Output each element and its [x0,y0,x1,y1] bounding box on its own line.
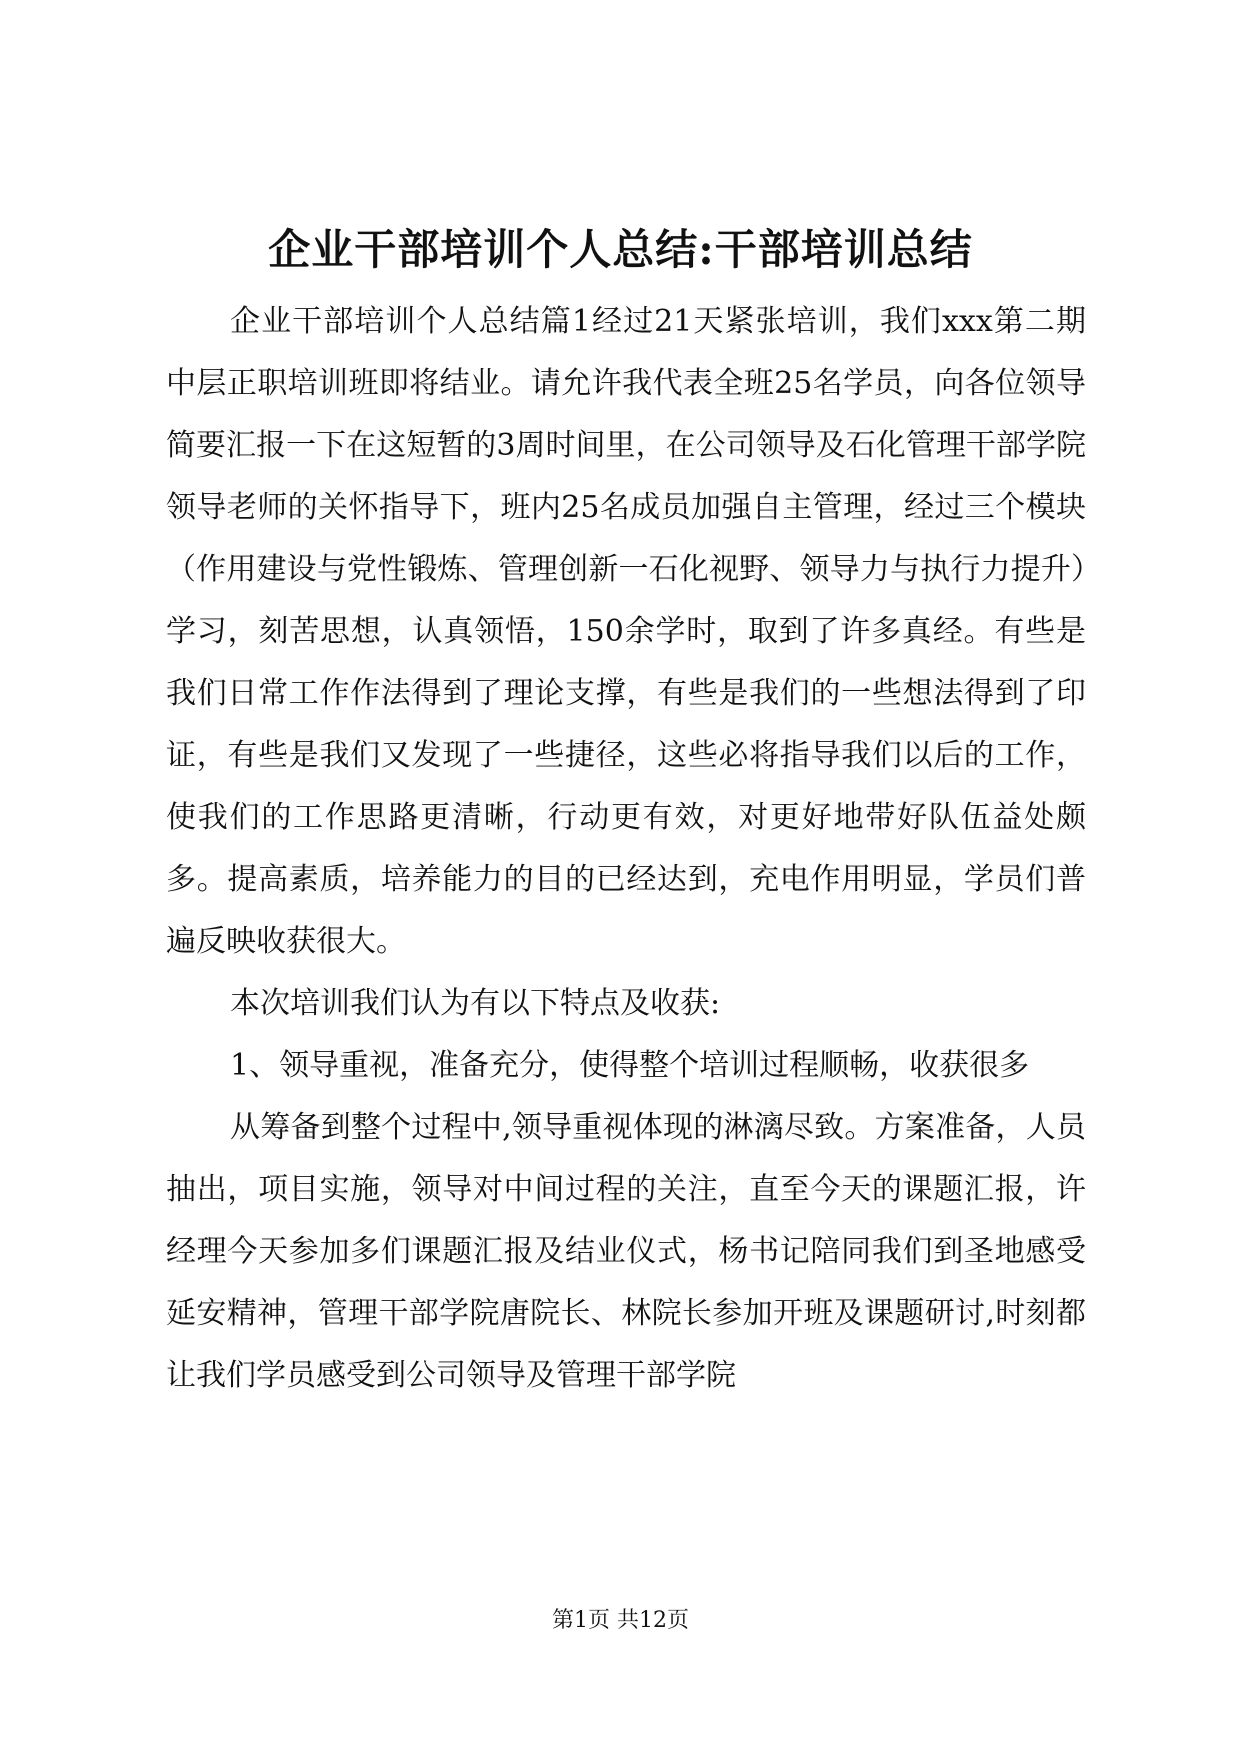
paragraph-point-1-detail: 从筹备到整个过程中,领导重视体现的淋漓尽致。方案准备，人员抽出，项目实施，领导对中间过程的关注，直至今天的课题汇报，许经理今天参加多们课题汇报及结业仪式，杨书记陪同我们到圣地感受延安精神，管理干部学院唐院长、林院长参加开班及课题研讨,时刻都让我们学员感受到公司领导及管理干部学院 [166,1110,1086,1393]
paragraph-features-heading: 本次培训我们认为有以下特点及收获: [230,986,721,1021]
page-footer [0,1606,1241,1636]
paragraph-intro: 企业干部培训个人总结篇1经过21天紧张培训，我们xxx第二期中层正职培训班即将结业。请允许我代表全班25名学员，向各位领导简要汇报一下在这短暂的3周时间里，在公司领导及石化管理干部学院领导老师的关怀指导下，班内25名成员加强自主管理，经过三个模块（作用建设与党性锻炼、管理创新一石化视野、领导力与执行力提升）学习，刻苦思想，认真领悟，150余学时，取到了许多真经。有些是我们日常工作作法得到了理论支撑，有些是我们的一些想法得到了印证，有些是我们又发现了一些捷径，这些必将指导我们以后的工作，使我们的工作思路更清晰，行动更有效，对更好地带好队伍益处颇多。提高素质，培养能力的目的已经达到，充电作用明显，学员们普遍反映收获很大。 [166,304,1086,959]
document-title: 企业干部培训个人总结:干部培训总结 [268,225,973,274]
page-number: 第1页 共12页 [552,1608,689,1633]
document-body [166,291,1086,1407]
paragraph-point-1: 1、领导重视，准备充分，使得整个培训过程顺畅，收获很多 [230,1048,1030,1083]
